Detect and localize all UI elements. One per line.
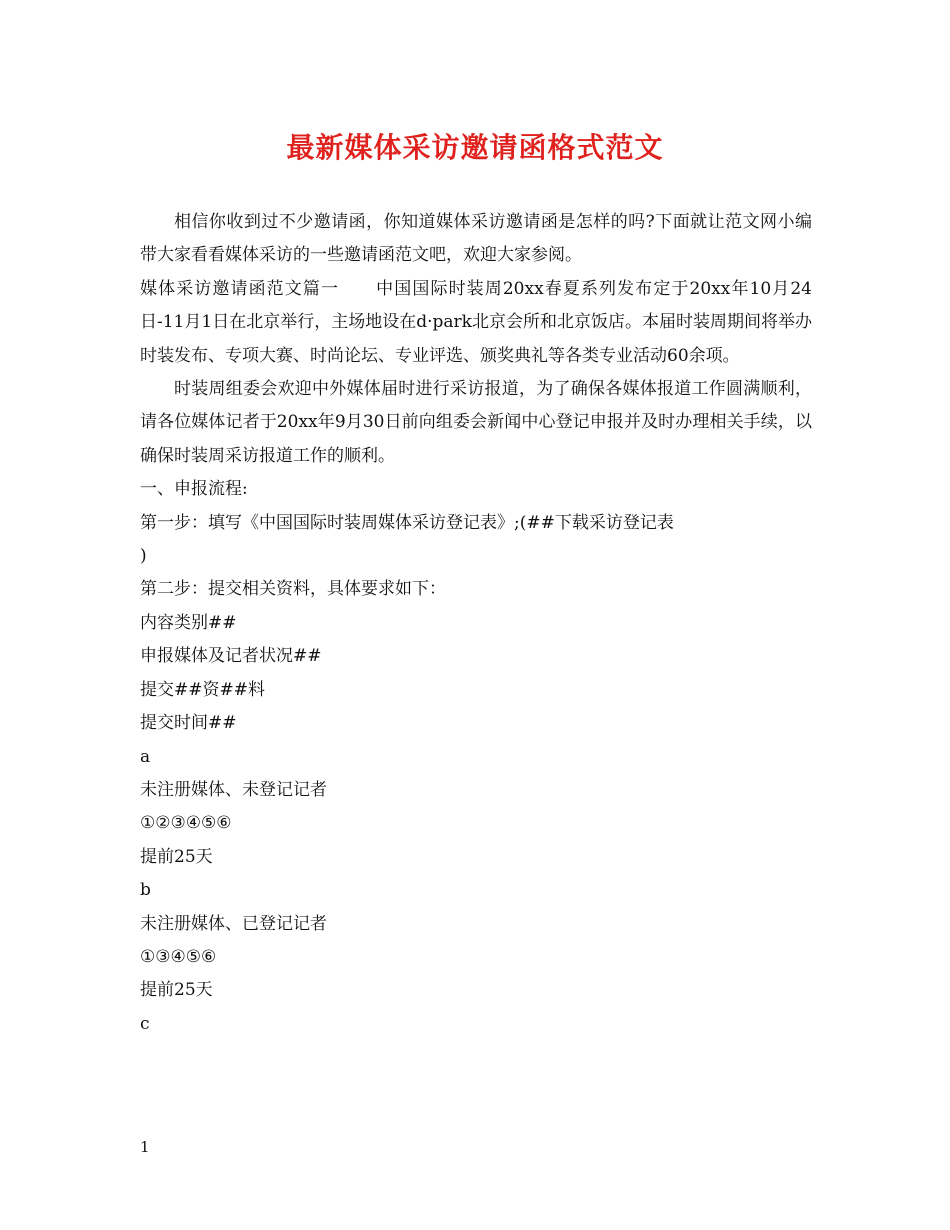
step-one: 第一步：填写《中国国际时装周媒体采访登记表》;(##下载采访登记表 xyxy=(140,512,674,533)
list-item: 提交时间## xyxy=(140,713,237,734)
list-item: b xyxy=(140,880,151,901)
step-one-close: ) xyxy=(140,546,147,567)
document-body xyxy=(140,206,812,1041)
process-heading: 一、申报流程: xyxy=(140,479,248,500)
list-item: a xyxy=(140,746,151,767)
list-item: 提前25天 xyxy=(140,846,213,867)
document-title: 最新媒体采访邀请函格式范文 xyxy=(286,131,664,164)
section-paragraph xyxy=(140,273,812,373)
section-text: 中国国际时装周20xx春夏系列发布定于20xx年10月24日-11月1日在北京举行，主场地设在d·park北京会所和北京饭店。本届时装周期间将举办时装发布、专项大赛、时尚论坛、专业评选、颁奖典礼等各类专业活动60余项。 xyxy=(140,278,812,366)
list-item: ①③④⑤⑥ xyxy=(140,946,217,967)
page-number: 1 xyxy=(140,1138,150,1156)
list-item: ①②③④⑤⑥ xyxy=(140,813,232,834)
list-item: 未注册媒体、未登记记者 xyxy=(140,779,327,800)
list-item: 提前25天 xyxy=(140,980,213,1001)
list-item: c xyxy=(140,1013,150,1034)
step-two: 第二步：提交相关资料，具体要求如下： xyxy=(140,579,446,600)
list-item: 提交##资##料 xyxy=(140,679,265,700)
organizer-paragraph: 时装周组委会欢迎中外媒体届时进行采访报道，为了确保各媒体报道工作圆满顺利，请各位媒体记者于20xx年9月30日前向组委会新闻中心登记申报并及时办理相关手续，以确保时装周采访报道工作的顺利。 xyxy=(140,379,812,466)
list-item: 未注册媒体、已登记记者 xyxy=(140,913,327,934)
list-item: 内容类别## xyxy=(140,612,237,633)
list-item: 申报媒体及记者状况## xyxy=(140,646,322,667)
intro-paragraph: 相信你收到过不少邀请函，你知道媒体采访邀请函是怎样的吗?下面就让范文网小编带大家看看媒体采访的一些邀请函范文吧，欢迎大家参阅。 xyxy=(140,212,812,266)
section-label: 媒体采访邀请函范文篇一 xyxy=(140,278,340,299)
